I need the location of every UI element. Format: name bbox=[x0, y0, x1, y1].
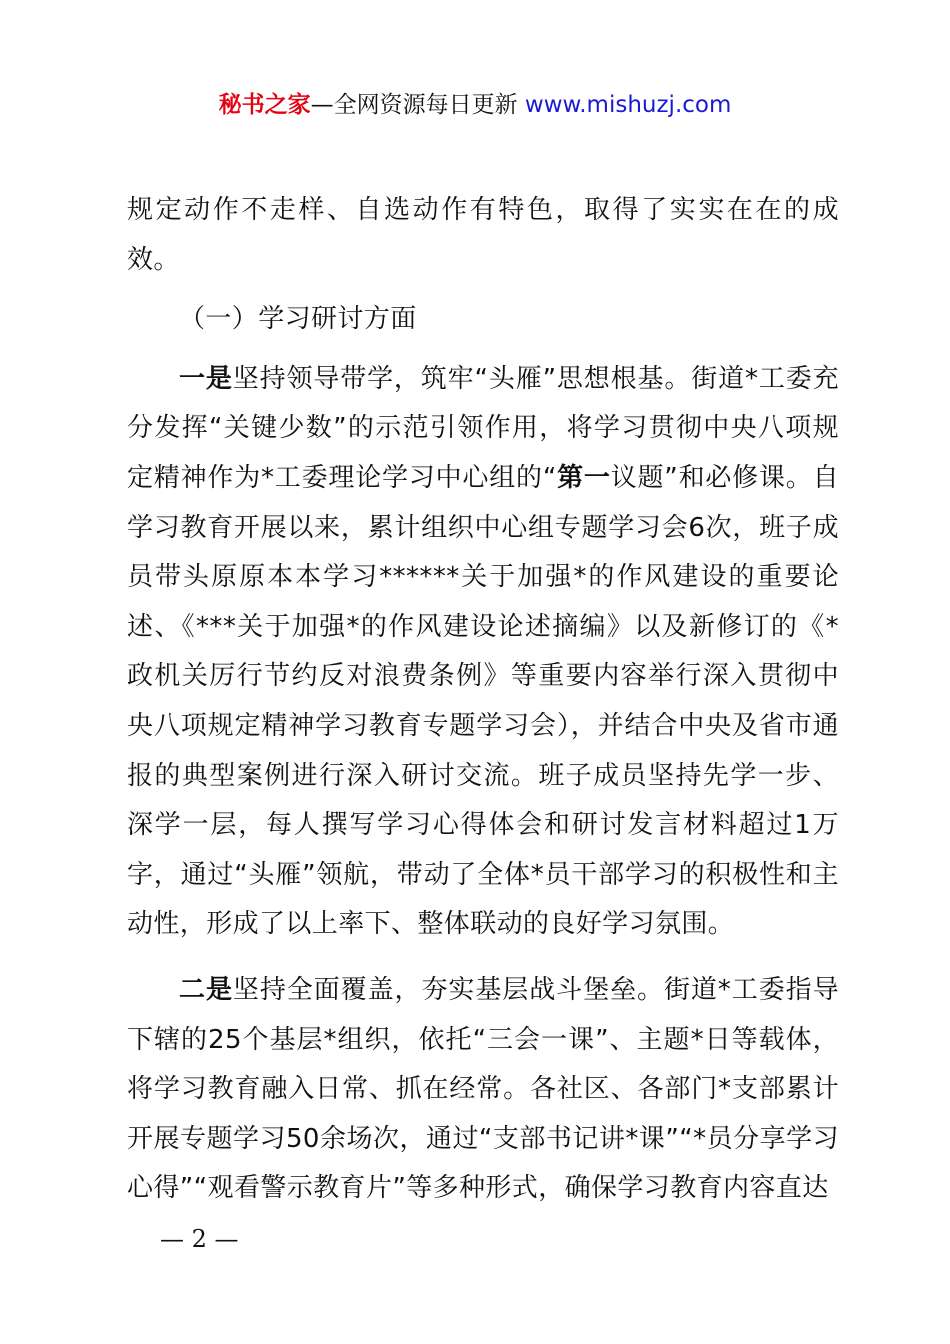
header-slogan: —全网资源每日更新 bbox=[310, 92, 518, 118]
paragraph-two-lead: 二是 bbox=[179, 974, 233, 1005]
document-body bbox=[127, 186, 839, 1214]
paragraph-one-text-a: 坚持领导带学，筑牢“头雁”思想根基。街道*工委充分发挥“关键少数”的示范引领作用，将学习贯彻中央八项规定精神作为*工委理论学习中心组的“ bbox=[127, 363, 839, 493]
section-heading: （一）学习研讨方面 bbox=[179, 304, 417, 335]
page-number: — 2 — bbox=[160, 1225, 239, 1253]
paragraph-two bbox=[127, 966, 839, 1214]
paragraph-one-lead: 一是 bbox=[179, 363, 233, 394]
paragraph-one-bold-inline: 第一 bbox=[556, 462, 611, 493]
paragraph-one bbox=[127, 355, 839, 950]
brand-name: 秘书之家 bbox=[218, 92, 311, 118]
paragraph-two-text: 坚持全面覆盖，夯实基层战斗堡垒。街道*工委指导下辖的25个基层*组织，依托“三会一课”、主题*日等载体，将学习教育融入日常、抓在经常。各社区、各部门*支部累计开展专题学习50余场次，通过“支部书记讲*课”“*员分享学习心得”“观看警示教育片”等多种形式，确保学习教育内容直达 bbox=[127, 974, 839, 1204]
site-url-link[interactable]: www.mishuzj.com bbox=[524, 92, 732, 118]
site-header bbox=[0, 88, 950, 122]
continuation-paragraph: 规定动作不走样、自选动作有特色，取得了实实在在的成效。 bbox=[127, 195, 839, 275]
paragraph-one-text-b: 议题”和必修课。自学习教育开展以来，累计组织中心组专题学习会6次，班子成员带头原原本本学习******关于加强*的作风建设的重要论述、《***关于加强*的作风建设论述摘编》以及新修订的《*政机关厉行节约反对浪费条例》等重要内容举行深入贯彻中央八项规定精神学习教育专题学习会），并结合中央及省市通报的典型案例进行深入研讨交流。班子成员坚持先学一步、深学一层，每人撰写学习心得体会和研讨发言材料超过1万字，通过“头雁”领航，带动了全体*员干部学习的积极性和主动性，形成了以上率下、整体联动的良好学习氛围。 bbox=[127, 462, 839, 940]
